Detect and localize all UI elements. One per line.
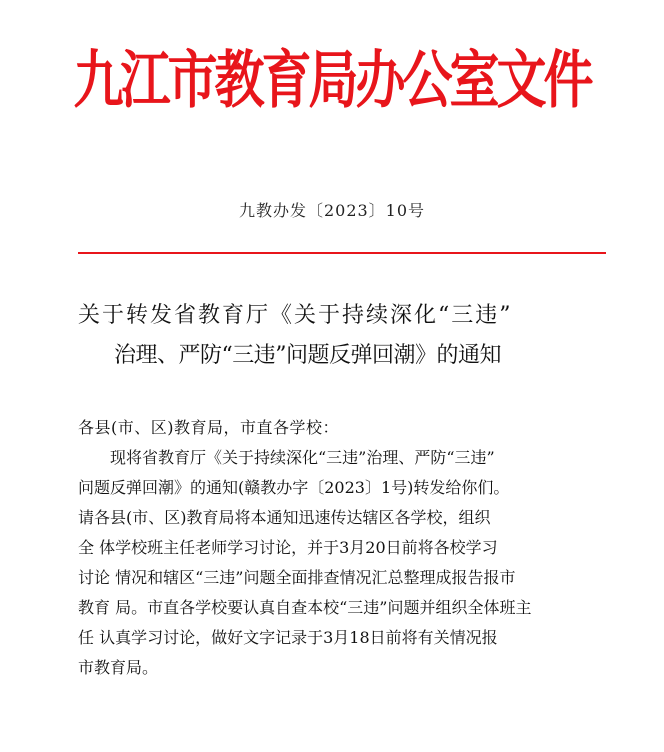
- body-line: 现将省教育厅《关于持续深化“三违”治理、严防“三违”: [110, 448, 495, 467]
- subject-line-1: 关于转发省教育厅《关于持续深化“三违”: [78, 303, 513, 328]
- body-line: 请各县(市、区)教育局将本通知迅速传达辖区各学校，组织: [78, 508, 491, 527]
- document-subject: [78, 296, 618, 376]
- body-line: 市教育局。: [78, 658, 159, 677]
- body-line: 问题反弹回潮》的通知(赣教办字〔2023〕1号)转发给你们。: [78, 478, 510, 497]
- document-body: [78, 413, 618, 683]
- subject-line-2: 治理、严防“三违”问题反弹回潮》的通知: [114, 343, 501, 368]
- body-line: 讨论 情况和辖区“三违”问题全面排查情况汇总整理成报告报市: [78, 568, 516, 587]
- body-line: 教育 局。市直各学校要认真自查本校“三违”问题并组织全体班主: [78, 598, 532, 617]
- salutation: 各县(市、区)教育局，市直各学校：: [78, 418, 339, 437]
- body-line: 任 认真学习讨论，做好文字记录于3月18日前将有关情况报: [78, 628, 498, 647]
- header-divider-rule: [78, 252, 606, 254]
- document-header-title: 九江市教育局办公室文件: [73, 43, 591, 117]
- body-line: 全 体学校班主任老师学习讨论，并于3月20日前将各校学习: [78, 538, 498, 557]
- document-number: 九教办发〔2023〕10号: [238, 201, 426, 220]
